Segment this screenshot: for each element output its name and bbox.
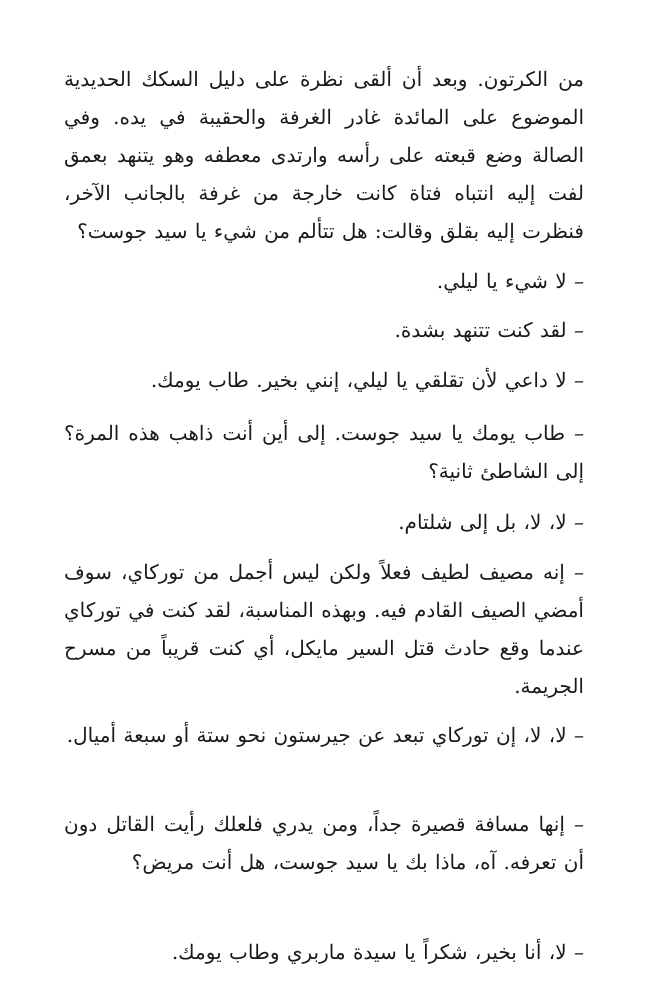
dialogue-line: – لا، لا، بل إلى شلتام. (398, 510, 584, 534)
dialogue-line: – إنها مسافة قصيرة جداً، ومن يدري فلعلك رأيت القاتل دون أن تعرفه. آه، ماذا بك يا سيد جوست، هل أنت مريض؟ (64, 812, 584, 874)
dialogue-line: – طاب يومك يا سيد جوست. إلى أين أنت ذاهب هذه المرة؟ إلى الشاطئ ثانية؟ (64, 421, 584, 483)
dialogue-line: – لا، أنا بخير، شكراً يا سيدة ماربري وطاب يومك. (171, 940, 584, 964)
dialogue-line: – لا، لا، إن توركاي تبعد عن جيرستون نحو ستة أو سبعة أميال. (66, 723, 584, 747)
narrative-paragraph: من الكرتون. وبعد أن ألقى نظرة على دليل السكك الحديدية الموضوع على المائدة غادر الغرفة والحقيبة في يده. وفي الصالة وضع قبعته على رأسه وارتدى معطفه وهو يتنهد بعمق لفت إليه انتباه فتاة كانت خارجة من غرفة بالجانب الآخر، فنظرت إليه بقلق وقالت: هل تتألم من شيء يا سيد جوست؟ (64, 67, 584, 243)
dialogue-line: – لقد كنت تتنهد بشدة. (394, 318, 584, 342)
dialogue-line: – إنه مصيف لطيف فعلاً ولكن ليس أجمل من توركاي، سوف أمضي الصيف القادم فيه. وبهذه المناسبة، لقد كنت في توركاي عندما وقع حادث قتل السير مايكل، أي كنت قريباً من مسرح الجريمة. (64, 560, 584, 698)
dialogue-line: – لا شيء يا ليلي. (436, 269, 584, 293)
dialogue-line: – لا داعي لأن تقلقي يا ليلي، إنني بخير. طاب يومك. (150, 368, 584, 392)
